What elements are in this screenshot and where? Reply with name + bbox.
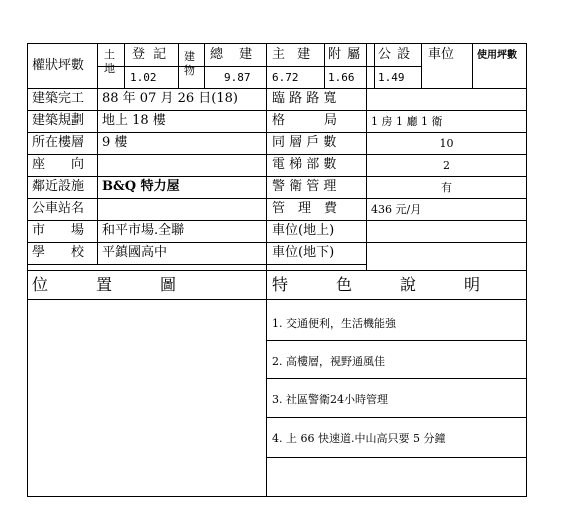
market-value: 和平市場.全聯 <box>102 223 185 238</box>
units-per-floor-label: 同 層 戶 數 <box>272 135 337 150</box>
feature-line <box>266 457 526 458</box>
market-label: 市 場 <box>32 223 85 238</box>
location-map-heading: 位 置 圖 <box>32 275 177 294</box>
feature-item: 2. 高樓層，視野通風佳 <box>272 355 385 368</box>
orientation-label: 座 向 <box>32 157 85 172</box>
feature-item: 1. 交通便利，生活機能強 <box>272 317 396 330</box>
row-line <box>28 176 526 177</box>
common-value: 1.49 <box>378 71 405 84</box>
floor-value: 9 樓 <box>102 135 128 150</box>
row-line <box>28 264 366 265</box>
layout-value: 1 房 1 廳 1 衛 <box>371 115 443 128</box>
parking-below-label: 車位(地下) <box>272 245 335 260</box>
layout-label: 格 局 <box>272 113 338 128</box>
security-value: 有 <box>441 181 452 194</box>
col-line <box>178 44 179 88</box>
school-label: 學 校 <box>32 245 85 260</box>
building-plan-value: 地上 18 樓 <box>102 113 166 128</box>
parking-above-label: 車位(地上) <box>272 223 335 238</box>
usable-area-label: 使用坪數 <box>477 50 517 61</box>
feature-line <box>266 378 526 379</box>
main-label: 主 建 <box>272 47 315 62</box>
col-line <box>97 44 98 264</box>
row-line <box>28 110 526 111</box>
features-heading: 特 色 說 明 <box>272 275 481 294</box>
row-line <box>28 242 526 243</box>
row-line <box>28 154 526 155</box>
elevator-count-value: 2 <box>443 159 450 172</box>
registered-value: 1.02 <box>130 71 157 84</box>
building-plan-label: 建築規劃 <box>32 113 85 128</box>
col-line <box>204 44 205 88</box>
registered-label: 登 記 <box>132 47 169 62</box>
total-label: 總 建 <box>210 47 259 62</box>
bus-stop-label: 公車站名 <box>32 201 85 216</box>
facilities-label: 鄰近設施 <box>32 179 85 194</box>
total-value: 9.87 <box>224 71 251 84</box>
location-map-area <box>28 300 266 496</box>
completion-value: 88 年 07 月 26 日(18) <box>102 91 238 106</box>
col-line <box>324 44 325 88</box>
completion-label: 建築完工 <box>32 91 85 106</box>
col-line <box>374 44 375 88</box>
row-line <box>28 220 526 221</box>
land-label: 土地 <box>104 48 115 75</box>
col-line <box>421 44 422 88</box>
col-line <box>366 44 367 270</box>
floor-label: 所在樓層 <box>32 135 85 150</box>
feature-item: 4. 上 66 快速道.中山高只要 5 分鐘 <box>272 432 446 445</box>
property-info-sheet <box>27 43 527 497</box>
units-per-floor-value: 10 <box>439 137 454 150</box>
school-value: 平鎮國高中 <box>102 245 168 260</box>
management-fee-label: 管 理 費 <box>272 201 338 216</box>
row-line <box>28 88 526 89</box>
area-label: 權狀坪數 <box>32 58 85 73</box>
col-line <box>472 44 473 88</box>
annex-value: 1.66 <box>328 71 355 84</box>
annex-label: 附 屬 <box>328 47 362 62</box>
feature-line <box>266 417 526 418</box>
feature-line <box>266 340 526 341</box>
col-line <box>266 44 267 496</box>
col-line <box>124 44 125 88</box>
elevator-count-label: 電 梯 部 數 <box>272 157 337 172</box>
road-width-label: 臨 路 路 寬 <box>272 91 337 106</box>
management-fee-value: 436 元/月 <box>371 203 422 216</box>
header-mid-line <box>97 66 421 67</box>
security-label: 警 衛 管 理 <box>272 179 337 194</box>
row-line <box>28 270 526 271</box>
row-line <box>28 132 526 133</box>
building-label: 建物 <box>184 50 195 77</box>
main-value: 6.72 <box>272 71 299 84</box>
facilities-value: B&Q 特力屋 <box>102 179 180 194</box>
feature-item: 3. 社區警衛24小時管理 <box>272 393 388 406</box>
row-line <box>28 198 526 199</box>
common-label: 公 設 <box>378 47 412 62</box>
parking-label: 車位 <box>428 47 455 62</box>
